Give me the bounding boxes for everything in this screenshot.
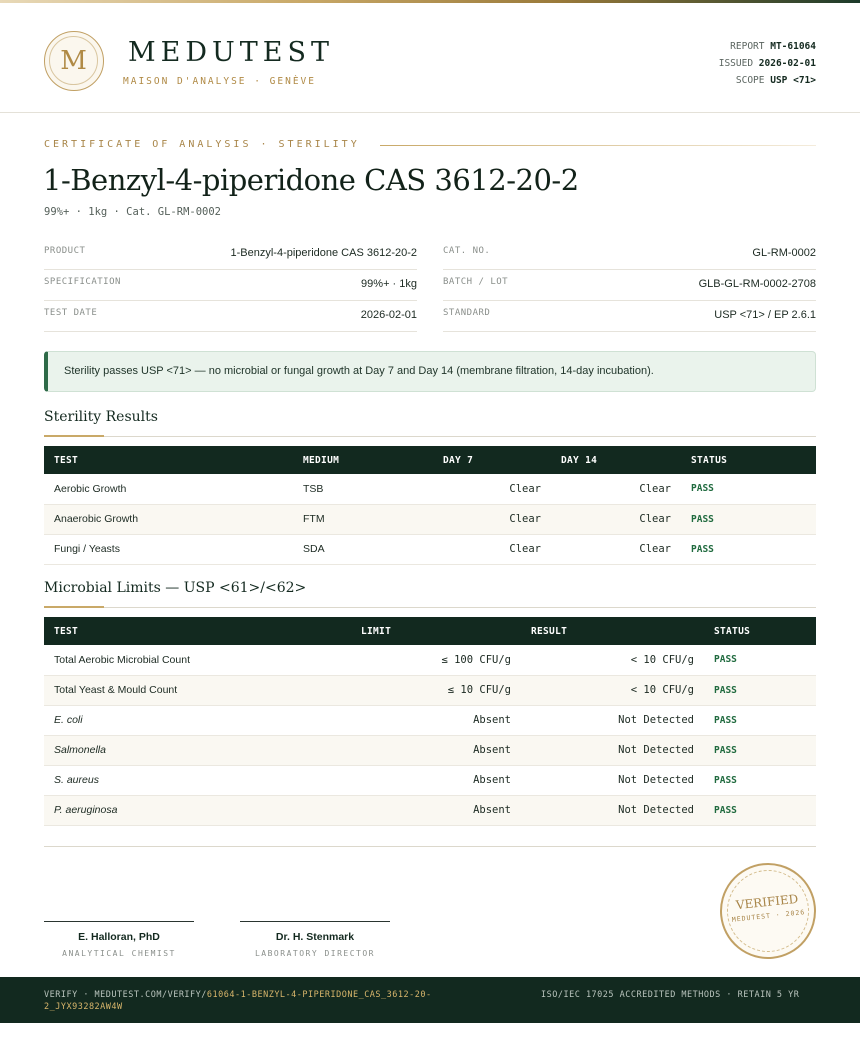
day7-result: Clear	[433, 474, 551, 504]
info-row-standard	[443, 301, 816, 332]
issued-date: 2026-02-01	[758, 58, 816, 69]
info-value: 99%+ · 1kg	[361, 278, 417, 290]
table-row	[44, 645, 816, 675]
signatory-role: ANALYTICAL CHEMIST	[62, 949, 176, 958]
stamp-title: VERIFIED	[735, 891, 799, 913]
status-badge: PASS	[681, 534, 816, 564]
document-eyebrow: CERTIFICATE OF ANALYSIS · STERILITY	[44, 139, 360, 150]
status-badge: PASS	[704, 795, 816, 825]
result: < 10 CFU/g	[521, 645, 704, 675]
sterility-table	[44, 446, 816, 565]
info-row-cat-no	[443, 239, 816, 270]
brand-name: MEDUTEST	[128, 37, 334, 68]
report-meta	[719, 38, 816, 89]
day7-result: Clear	[433, 534, 551, 564]
table-header-row	[44, 446, 816, 474]
logo-letter: M	[49, 36, 98, 85]
page-footer	[0, 977, 860, 1023]
column-header: TEST	[54, 625, 79, 637]
verify-line	[44, 989, 474, 1013]
page-title: 1-Benzyl-4-piperidone CAS 3612-20-2	[43, 163, 579, 197]
issued-label: ISSUED	[718, 58, 754, 69]
table-row	[44, 735, 816, 765]
section-accent	[44, 435, 104, 437]
day14-result: Clear	[551, 504, 681, 534]
test-name: P. aeruginosa	[44, 795, 351, 825]
info-grid-right	[443, 239, 816, 332]
limit: Absent	[351, 795, 521, 825]
signatory-name: Dr. H. Stenmark	[275, 931, 355, 943]
medium: TSB	[293, 474, 433, 504]
limit: ≤ 100 CFU/g	[351, 645, 521, 675]
signature-block	[44, 921, 194, 958]
day14-result: Clear	[551, 534, 681, 564]
info-label: BATCH / LOT	[443, 277, 509, 287]
verify-prefix: VERIFY · MEDUTEST.COM/VERIFY/	[44, 990, 207, 1000]
table-row	[44, 675, 816, 705]
scope-value: USP <71>	[770, 75, 816, 86]
result: < 10 CFU/g	[521, 675, 704, 705]
eyebrow-divider	[380, 145, 816, 146]
note-text: Sterility passes USP <71> — no microbial or fungal growth at Day 7 and Day 14 (membrane filtration, 14-day incubation).	[64, 365, 654, 377]
info-value: 1-Benzyl-4-piperidone CAS 3612-20-2	[230, 247, 417, 259]
table-row	[44, 534, 816, 564]
report-number: MT-61064	[770, 41, 816, 52]
info-label: SPECIFICATION	[44, 277, 121, 287]
column-header: TEST	[54, 454, 79, 466]
status-badge: PASS	[704, 675, 816, 705]
info-value: GL-RM-0002	[752, 247, 816, 259]
report-label: REPORT	[730, 41, 765, 52]
brand-tagline: MAISON D'ANALYSE · GENÈVE	[123, 76, 316, 87]
section-accent	[44, 606, 104, 608]
info-row-batch-lot	[443, 270, 816, 301]
test-name: Total Aerobic Microbial Count	[44, 645, 351, 675]
brand-logo	[44, 31, 104, 91]
verified-stamp	[715, 858, 821, 964]
limit: ≤ 10 CFU/g	[351, 675, 521, 705]
info-row-specification	[44, 270, 417, 301]
signatory-name: E. Halloran, PhD	[78, 931, 160, 943]
medium: FTM	[293, 504, 433, 534]
status-badge: PASS	[681, 474, 816, 504]
table-row	[44, 705, 816, 735]
scope-label: SCOPE	[735, 75, 765, 86]
info-row-product	[44, 239, 417, 270]
test-name: Total Yeast & Mould Count	[44, 675, 351, 705]
limit: Absent	[351, 765, 521, 795]
medium: SDA	[293, 534, 433, 564]
info-label: STANDARD	[443, 308, 491, 318]
column-header: DAY 14	[561, 454, 598, 466]
table-header-row	[44, 617, 816, 645]
signature-block	[240, 921, 390, 958]
section-divider	[44, 436, 816, 437]
table-row	[44, 474, 816, 504]
test-name: Fungi / Yeasts	[44, 534, 293, 564]
stamp-subtitle: MEDUTEST · 2026	[731, 908, 806, 924]
info-grid-left	[44, 239, 417, 332]
test-name: S. aureus	[44, 765, 351, 795]
report-header	[0, 3, 860, 113]
test-name: Aerobic Growth	[44, 474, 293, 504]
result-summary-note	[44, 351, 816, 392]
column-header: LIMIT	[361, 625, 392, 637]
column-header: RESULT	[531, 625, 568, 637]
status-badge: PASS	[704, 705, 816, 735]
accreditation-note: ISO/IEC 17025 ACCREDITED METHODS · RETAIN 5 YR	[541, 990, 800, 1000]
result: Not Detected	[521, 765, 704, 795]
column-header: STATUS	[714, 625, 751, 637]
status-badge: PASS	[681, 504, 816, 534]
section-divider	[44, 607, 816, 608]
status-badge: PASS	[704, 765, 816, 795]
limit: Absent	[351, 735, 521, 765]
info-value: 2026-02-01	[360, 309, 417, 321]
result: Not Detected	[521, 705, 704, 735]
table-row	[44, 504, 816, 534]
test-name: Anaerobic Growth	[44, 504, 293, 534]
day7-result: Clear	[433, 504, 551, 534]
info-row-test-date	[44, 301, 417, 332]
microbial-section-title: Microbial Limits — USP <61>/<62>	[44, 580, 307, 596]
info-value: USP <71> / EP 2.6.1	[714, 309, 816, 321]
status-badge: PASS	[704, 645, 816, 675]
sterility-section-title: Sterility Results	[44, 409, 158, 425]
info-label: TEST DATE	[44, 308, 98, 318]
limit: Absent	[351, 705, 521, 735]
column-header: MEDIUM	[303, 454, 340, 466]
info-label: PRODUCT	[44, 246, 86, 256]
result: Not Detected	[521, 795, 704, 825]
table-row	[44, 765, 816, 795]
verify-link[interactable]: 61064-1-BENZYL-4-PIPERIDONE_CAS_3612-20-2_JYX93282AW4W	[44, 990, 432, 1012]
table-row	[44, 795, 816, 825]
info-value: GLB-GL-RM-0002-2708	[698, 278, 816, 290]
status-badge: PASS	[704, 735, 816, 765]
test-name: Salmonella	[44, 735, 351, 765]
info-label: CAT. NO.	[443, 246, 491, 256]
signature-divider	[44, 846, 816, 847]
signatory-role: LABORATORY DIRECTOR	[254, 949, 375, 958]
column-header: STATUS	[691, 454, 728, 466]
column-header: DAY 7	[443, 454, 474, 466]
page-subtitle: 99%+ · 1kg · Cat. GL-RM-0002	[44, 206, 222, 218]
microbial-table	[44, 617, 816, 826]
result: Not Detected	[521, 735, 704, 765]
day14-result: Clear	[551, 474, 681, 504]
test-name: E. coli	[44, 705, 351, 735]
